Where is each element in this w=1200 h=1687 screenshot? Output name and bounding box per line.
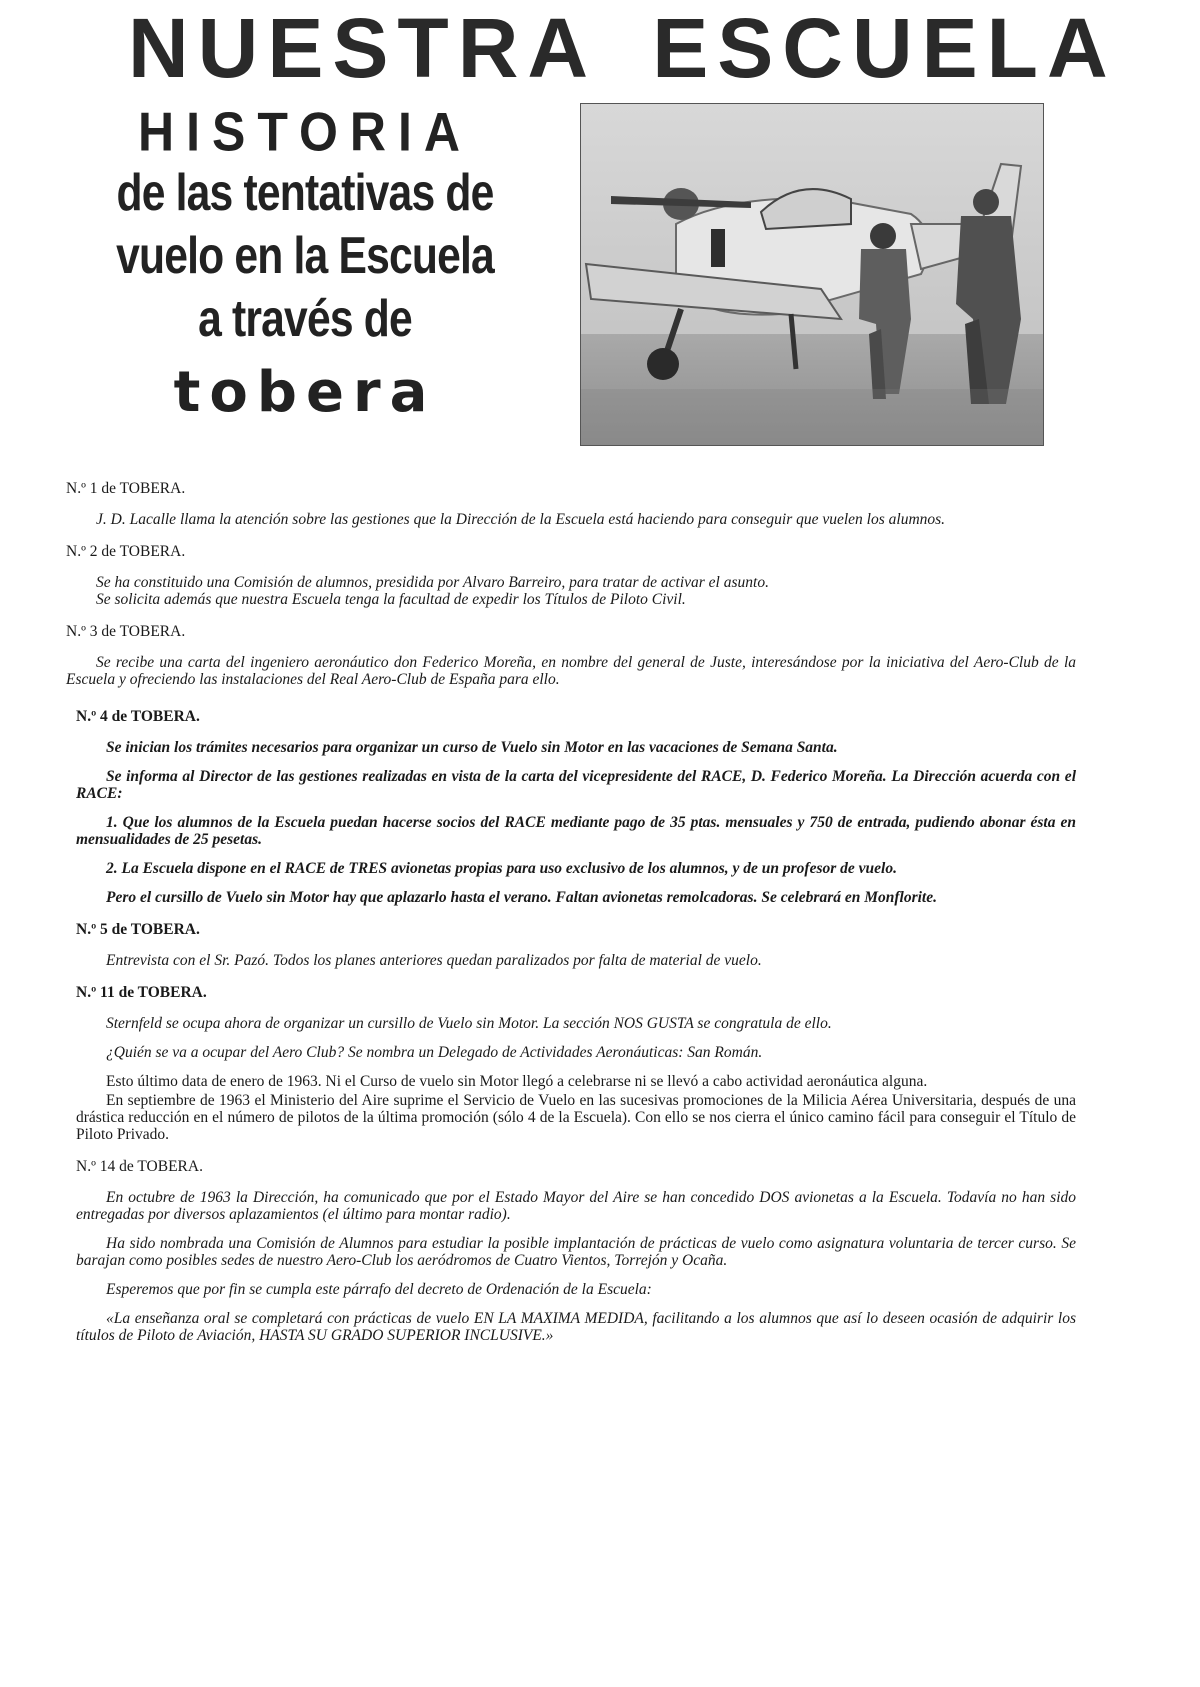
paragraph: Sternfeld se ocupa ahora de organizar un cursillo de Vuelo sin Motor. La sección NOS GUSTA se congratula de ello. <box>106 1015 832 1032</box>
paragraph: Pero el cursillo de Vuelo sin Motor hay que aplazarlo hasta el verano. Faltan avionetas remolcadoras. Se celebrará en Monflorite. <box>106 889 937 906</box>
section-title: N.º 5 de TOBERA. <box>76 921 200 938</box>
lower-article-block <box>76 708 1076 906</box>
paragraph: Se ha constituido una Comisión de alumnos, presidida por Alvaro Barreiro, para tratar de activar el asunto. <box>96 574 769 591</box>
airplane-photo-icon <box>580 103 1044 446</box>
paragraph: 2. La Escuela dispone en el RACE de TRES avionetas propias para uso exclusivo de los alumnos, y de un profesor de vuelo. <box>106 860 897 877</box>
paragraph: Se solicita además que nuestra Escuela tenga la facultad de expedir los Títulos de Piloto Civil. <box>96 591 686 608</box>
section-title: N.º 11 de TOBERA. <box>76 984 207 1001</box>
section-title: N.º 3 de TOBERA. <box>66 623 186 640</box>
masthead-title: NUESTRA ESCUELA <box>128 1 1117 95</box>
paragraph: En octubre de 1963 la Dirección, ha comunicado que por el Estado Mayor del Aire se han concedido DOS avionetas a la Escuela. Todavía no han sido entregadas por diversos aplazamientos (el último para montar radio). <box>76 1189 1076 1223</box>
paragraph: Ha sido nombrada una Comisión de Alumnos para estudiar la posible implantación de prácticas de vuelo como asignatura voluntaria de tercer curso. Se barajan como posibles sedes de nuestro Aero-Club los aeródromos de Cuatro Vientos, Torrejón y Ocaña. <box>76 1235 1076 1269</box>
section-title: N.º 4 de TOBERA. <box>76 708 200 725</box>
paragraph: En septiembre de 1963 el Ministerio del Aire suprime el Servicio de Vuelo en las sucesivas promociones de la Milicia Aérea Universitaria, después de una drástica reducción en el número de pilotos de la última promoción (sólo 4 de la Escuela). Con ello se nos cierra el único camino fácil para conseguir el Título de Piloto Privado. <box>76 1092 1076 1143</box>
paragraph: 1. Que los alumnos de la Escuela puedan hacerse socios del RACE mediante pago de 35 ptas. mensuales y 750 de entrada, pudiendo abonar ésta en mensualidades de 25 pesetas. <box>76 814 1076 848</box>
lower-article-block-2 <box>76 921 1076 1344</box>
paragraph: Entrevista con el Sr. Pazó. Todos los planes anteriores quedan paralizados por falta de material de vuelo. <box>106 952 762 969</box>
section-title: N.º 2 de TOBERA. <box>66 543 186 560</box>
paragraph: J. D. Lacalle llama la atención sobre las gestiones que la Dirección de la Escuela está haciendo para conseguir que vuelen los alumnos. <box>96 511 946 528</box>
article-headline <box>70 102 540 431</box>
section-tobera-11 <box>76 984 1076 1143</box>
section-tobera-2 <box>66 543 1076 608</box>
headline-line-tobera: tobera <box>173 360 437 425</box>
section-tobera-5 <box>76 921 1076 969</box>
section-tobera-14 <box>76 1158 1076 1344</box>
section-title: N.º 14 de TOBERA. <box>76 1158 203 1175</box>
paragraph: «La enseñanza oral se completará con prácticas de vuelo EN LA MAXIMA MEDIDA, facilitando a los alumnos que así lo deseen ocasión de adquirir los títulos de Piloto de Aviación, HASTA SU GRADO SUPERIOR INCLUSIVE.» <box>76 1310 1076 1344</box>
headline-line-4: a través de <box>198 290 412 348</box>
paragraph: Se inician los trámites necesarios para organizar un curso de Vuelo sin Motor en las vacaciones de Semana Santa. <box>106 739 838 756</box>
paragraph: Esto último data de enero de 1963. Ni el Curso de vuelo sin Motor llegó a celebrarse ni se llevó a cabo actividad aeronáutica alguna. <box>106 1073 928 1090</box>
paragraph: ¿Quién se va a ocupar del Aero Club? Se nombra un Delegado de Actividades Aeronáuticas: San Román. <box>106 1044 763 1061</box>
headline-line-3: vuelo en la Escuela <box>116 227 494 285</box>
section-title: N.º 1 de TOBERA. <box>66 480 186 497</box>
paragraph: Se informa al Director de las gestiones realizadas en vista de la carta del vicepresidente del RACE, D. Federico Moreña. La Dirección acuerda con el RACE: <box>76 768 1076 802</box>
headline-line-historia: HISTORIA <box>138 101 472 163</box>
headline-line-2: de las tentativas de <box>116 164 494 222</box>
paragraph: Se recibe una carta del ingeniero aeronáutico don Federico Moreña, en nombre del general de Juste, interesándose por la iniciativa del Aero-Club de la Escuela y ofreciendo las instalaciones del Real Aero-Club de España para ello. <box>66 654 1076 688</box>
paragraph: Esperemos que por fin se cumpla este párrafo del decreto de Ordenación de la Escuela: <box>106 1281 652 1298</box>
section-tobera-4 <box>76 708 1076 906</box>
section-tobera-1 <box>66 480 1076 528</box>
article-body <box>66 480 1076 1359</box>
section-tobera-3 <box>66 623 1076 688</box>
